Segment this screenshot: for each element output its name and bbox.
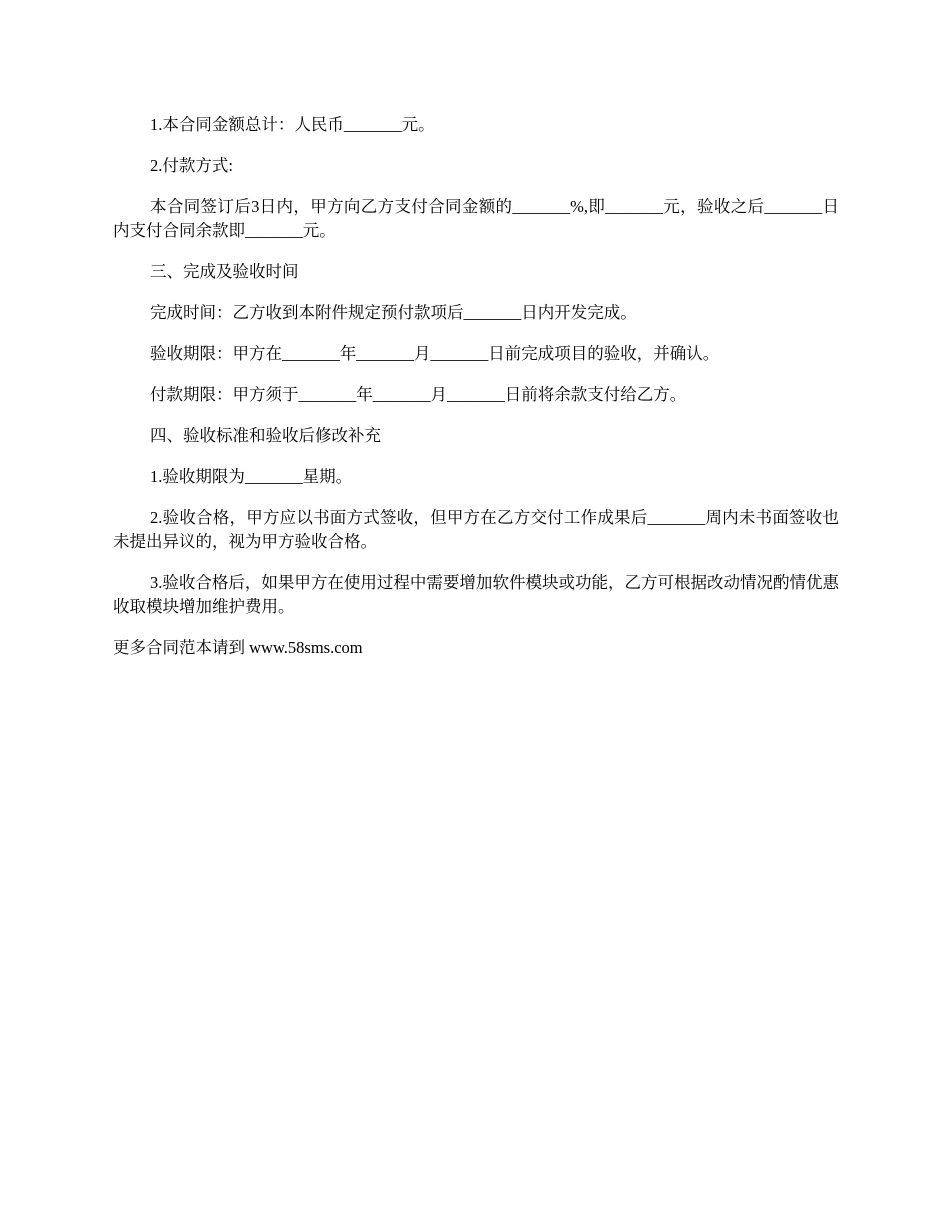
- section-heading-completion: 三、完成及验收时间: [150, 262, 299, 281]
- paragraph-payment-terms: 本合同签订后3日内，甲方向乙方支付合同金额的_______%,即_______元，验收之后_______日内支付合同余款即_______元。: [113, 197, 839, 240]
- paragraph-completion-time: 完成时间：乙方收到本附件规定预付款项后_______日内开发完成。: [150, 303, 637, 322]
- paragraph-payment-deadline: 付款期限：甲方须于_______年_______月_______日前将余款支付给乙方。: [150, 385, 687, 404]
- paragraph-post-acceptance: 3.验收合格后，如果甲方在使用过程中需要增加软件模块或功能，乙方可根据改动情况酌情优惠收取模块增加维护费用。: [113, 573, 839, 616]
- paragraph-acceptance-period: 1.验收期限为_______星期。: [150, 467, 353, 486]
- paragraph-payment-method: 2.付款方式:: [150, 156, 233, 175]
- paragraph-contract-amount: 1.本合同金额总计：人民币_______元。: [150, 115, 435, 134]
- paragraph-acceptance-qualified: 2.验收合格，甲方应以书面方式签收，但甲方在乙方交付工作成果后_______周内未书面签收也未提出异议的，视为甲方验收合格。: [113, 508, 839, 551]
- paragraph-acceptance-deadline: 验收期限：甲方在_______年_______月_______日前完成项目的验收，并确认。: [150, 344, 720, 363]
- document-page: [113, 113, 839, 677]
- section-heading-acceptance-standard: 四、验收标准和验收后修改补充: [150, 426, 381, 445]
- footer-website-note: 更多合同范本请到 www.58sms.com: [113, 638, 363, 657]
